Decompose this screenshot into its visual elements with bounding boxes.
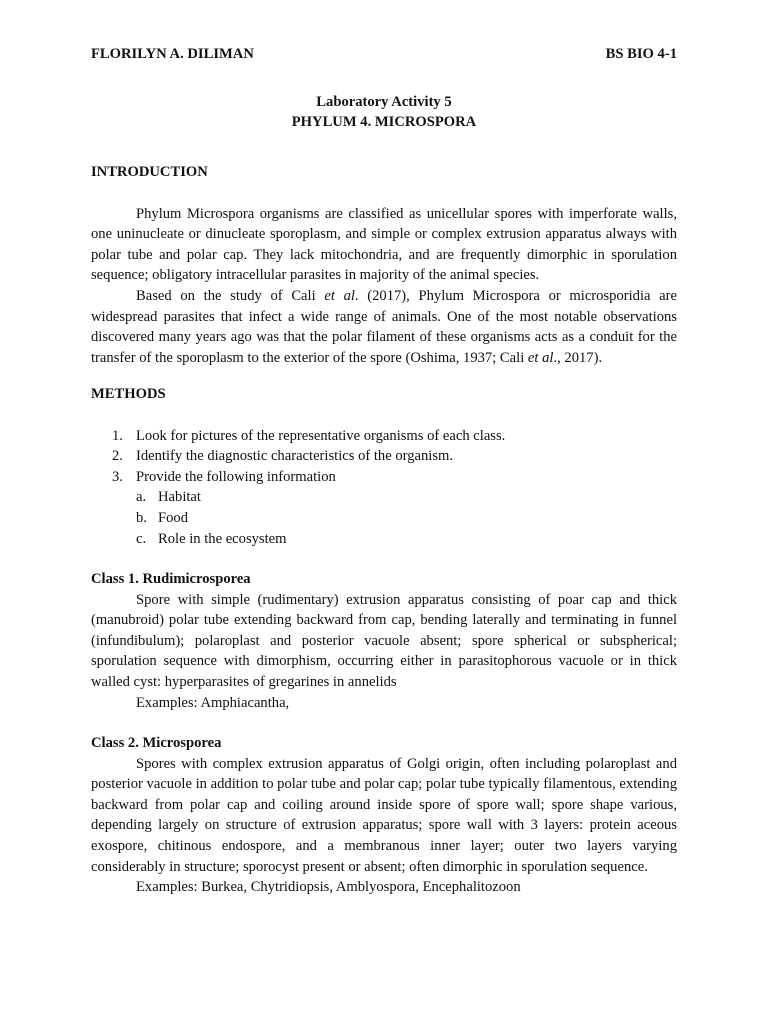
class-1-section (91, 569, 677, 713)
methods-sublist (91, 487, 677, 549)
introduction-paragraph-2: Based on the study of Cali et al. (2017), Phylum Microspora or microsporidia are widespread parasites that infect a wide range of animals. One of the most notable observations discovered many years ago was that the polar filament of these organisms acts as a conduit for the transfer of the sporoplasm to the exterior of the spore (Oshima, 1937; Cali et al., 2017). (91, 287, 677, 366)
class-2-description: Spores with complex extrusion apparatus of Golgi origin, often including polaroplast and posterior vacuole in addition to polar tube and polar cap; polar tube typically filamentous, extending backward from polar cap and coiling around inside spore of spore wall; spore shape various, depending largely on structure of extrusion apparatus; spore wall with 3 layers: protein aceous exospore, chitinous endospore, and a membranous inner layer; outer two layers varying considerably in structure; sporocyst present or absent; often dimorphic in sporulation sequence. (91, 755, 677, 875)
course-section: BS BIO 4-1 (605, 46, 677, 62)
list-item: 1. Look for pictures of the representative organisms of each class. (112, 427, 506, 444)
introduction-paragraph-1: Phylum Microspora organisms are classified as unicellular spores with imperforate walls, one uninucleate or dinucleate sporoplasm, and simple or complex extrusion apparatus always with polar tube and polar cap. They lack mitochondria, and are frequently dimorphic in sporulation sequence; obligatory intracellular parasites in majority of the animal species. (91, 205, 677, 284)
list-item: a. Habitat (136, 489, 201, 506)
class-2-heading: Class 2. Microsporea (91, 735, 222, 751)
list-item: 2. Identify the diagnostic characteristics of the organism. (112, 448, 454, 465)
class-1-examples: Examples: Amphiacantha, (136, 694, 290, 711)
methods-list (91, 426, 677, 488)
author-name: FLORILYN A. DILIMAN (91, 46, 254, 62)
class-2-section (91, 733, 677, 898)
list-item: 3. Provide the following information (112, 468, 336, 485)
methods-heading: METHODS (91, 386, 166, 402)
title-line-2: PHYLUM 4. MICROSPORA (291, 114, 477, 130)
class-2-examples: Examples: Burkea, Chytridiopsis, Amblyospora, Encephalitozoon (136, 879, 521, 896)
introduction-heading: INTRODUCTION (91, 164, 208, 180)
class-1-heading: Class 1. Rudimicrosporea (91, 571, 251, 587)
document-title (0, 92, 768, 132)
methods-section (91, 384, 677, 549)
list-item: b. Food (136, 509, 189, 526)
introduction-section (91, 162, 677, 368)
page-header (91, 44, 677, 65)
class-1-description: Spore with simple (rudimentary) extrusion apparatus consisting of poar cap and thick (manubroid) polar tube extending backward from cap, bending laterally and terminating in funnel (infundibulum); polaroplast and posterior vacuole absent; spore spherical or subspherical; sporulation sequence with dimorphism, occurring either in parasitophorous vacuole or in thick walled cyst: hyperparasites of gregarines in annelids (91, 591, 677, 690)
list-item: c. Role in the ecosystem (136, 530, 287, 547)
title-line-1: Laboratory Activity 5 (316, 94, 452, 110)
